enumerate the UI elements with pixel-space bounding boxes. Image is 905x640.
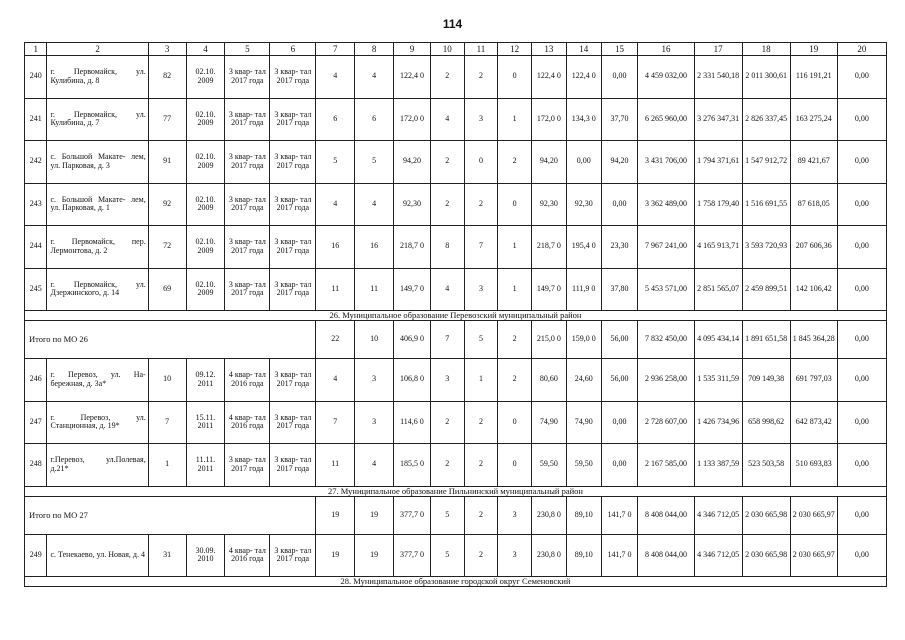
table-cell: 245 (25, 268, 47, 311)
table-cell: 2 030 665,98 (742, 534, 790, 577)
table-cell: 87 618,05 (790, 183, 837, 226)
column-number: 13 (532, 43, 567, 56)
table-cell: 218,7 0 (394, 226, 431, 269)
table-cell: 19 (316, 534, 355, 577)
table-cell: 0,00 (601, 183, 638, 226)
section-title: 27. Муниципальное образование Пильнинский муниципальный район (25, 486, 887, 496)
table-cell: 1 (498, 226, 532, 269)
table-cell: 406,9 0 (394, 321, 431, 359)
table-cell: 59,50 (566, 444, 601, 487)
table-cell: 4 (316, 359, 355, 402)
section-title: 28. Муниципальное образование городской округ Семеновский (25, 577, 887, 587)
table-cell: 4 (430, 268, 464, 311)
table-cell: 0,00 (837, 321, 886, 359)
table-cell: 1 758 179,40 (694, 183, 742, 226)
table-cell: 4 квар- тал 2016 года (225, 534, 270, 577)
table-cell: 149,7 0 (532, 268, 567, 311)
table-cell: 1 891 651,58 (742, 321, 790, 359)
table-cell: 116 191,21 (790, 56, 837, 99)
table-cell: 1 547 912,72 (742, 141, 790, 184)
address-cell: г. Первомайск, ул. Кулибина, д. 8 (47, 56, 148, 99)
table-cell: 0 (464, 141, 498, 184)
table-row (25, 401, 887, 444)
table-cell: 02.10. 2009 (186, 226, 225, 269)
table-cell: 3 431 706,00 (638, 141, 694, 184)
table-cell: 74,90 (532, 401, 567, 444)
table-cell: 19 (316, 496, 355, 534)
table-cell: 2 (464, 183, 498, 226)
section-row (25, 311, 887, 321)
address-cell: г. Первомайск, ул. Дзержинского, д. 14 (47, 268, 148, 311)
total-row (25, 321, 887, 359)
table-cell: 3 (430, 359, 464, 402)
column-number: 2 (47, 43, 148, 56)
table-cell: 5 (430, 496, 464, 534)
table-cell: 2 030 665,98 (742, 496, 790, 534)
table-cell: 4 (355, 183, 394, 226)
table-cell: 3 квар- тал 2017 года (270, 268, 316, 311)
table-cell: 658 998,62 (742, 401, 790, 444)
table-cell: 8 408 044,00 (638, 496, 694, 534)
section-row (25, 486, 887, 496)
table-row (25, 444, 887, 487)
table-cell: 2 851 565,07 (694, 268, 742, 311)
table-cell: 149,7 0 (394, 268, 431, 311)
column-number: 17 (694, 43, 742, 56)
table-row (25, 534, 887, 577)
table-cell: 4 459 032,00 (638, 56, 694, 99)
table-cell: 2 (464, 496, 498, 534)
table-cell: 3 квар- тал 2017 года (225, 444, 270, 487)
table-row (25, 268, 887, 311)
table-cell: 7 (464, 226, 498, 269)
table-cell: 4 165 913,71 (694, 226, 742, 269)
table-cell: 2 728 607,00 (638, 401, 694, 444)
table-cell: 5 (316, 141, 355, 184)
column-number: 6 (270, 43, 316, 56)
table-cell: 4 346 712,05 (694, 534, 742, 577)
table-row (25, 226, 887, 269)
table-cell: 02.10. 2009 (186, 98, 225, 141)
table-cell: 2 (464, 401, 498, 444)
table-cell: 246 (25, 359, 47, 402)
table-cell: 215,0 0 (532, 321, 567, 359)
table-cell: 30.09. 2010 (186, 534, 225, 577)
column-number: 16 (638, 43, 694, 56)
table-cell: 5 (355, 141, 394, 184)
column-number: 10 (430, 43, 464, 56)
table-cell: 0,00 (601, 56, 638, 99)
table-cell: 92 (148, 183, 186, 226)
table-cell: 10 (148, 359, 186, 402)
table-cell: 3 (355, 359, 394, 402)
total-row (25, 496, 887, 534)
table-cell: 248 (25, 444, 47, 487)
table-cell: 89,10 (566, 496, 601, 534)
table-cell: 24,60 (566, 359, 601, 402)
column-number: 3 (148, 43, 186, 56)
table-cell: 0 (498, 444, 532, 487)
address-cell: с. Большой Макате- лем, ул. Парковая, д. 3 (47, 141, 148, 184)
table-cell: 56,00 (601, 359, 638, 402)
table-cell: 2 (430, 56, 464, 99)
table-cell: 240 (25, 56, 47, 99)
table-cell: 3 (355, 401, 394, 444)
address-cell: г. Первомайск, пер. Лермонтова, д. 2 (47, 226, 148, 269)
table-cell: 69 (148, 268, 186, 311)
table-cell: 3 квар- тал 2017 года (270, 183, 316, 226)
table-cell: 122,4 0 (566, 56, 601, 99)
table-cell: 4 (430, 98, 464, 141)
table-cell: 218,7 0 (532, 226, 567, 269)
table-cell: 0,00 (837, 496, 886, 534)
table-cell: 37,70 (601, 98, 638, 141)
table-cell: 1 426 734,96 (694, 401, 742, 444)
table-cell: 0,00 (837, 268, 886, 311)
table-cell: 6 (355, 98, 394, 141)
table-cell: 2 030 665,97 (790, 496, 837, 534)
table-cell: 92,30 (566, 183, 601, 226)
address-cell: г. Первомайск, ул. Кулибина, д. 7 (47, 98, 148, 141)
table-cell: 4 095 434,14 (694, 321, 742, 359)
table-cell: 141,7 0 (601, 534, 638, 577)
table-cell: 0 (498, 56, 532, 99)
table-cell: 207 606,36 (790, 226, 837, 269)
column-number: 9 (394, 43, 431, 56)
column-number: 8 (355, 43, 394, 56)
table-cell: 2 (464, 444, 498, 487)
table-cell: 4 (316, 56, 355, 99)
table-cell: 10 (355, 321, 394, 359)
table-row (25, 183, 887, 226)
table-cell: 377,7 0 (394, 496, 431, 534)
table-cell: 172,0 0 (394, 98, 431, 141)
table-cell: 89,10 (566, 534, 601, 577)
table-cell: 80,60 (532, 359, 567, 402)
table-cell: 3 квар- тал 2017 года (225, 98, 270, 141)
table-cell: 142 106,42 (790, 268, 837, 311)
table-cell: 3 квар- тал 2017 года (225, 141, 270, 184)
table-cell: 159,0 0 (566, 321, 601, 359)
table-cell: 7 967 241,00 (638, 226, 694, 269)
table-cell: 72 (148, 226, 186, 269)
table-cell: 7 (148, 401, 186, 444)
table-cell: 523 503,58 (742, 444, 790, 487)
table-cell: 91 (148, 141, 186, 184)
table-cell: 3 квар- тал 2017 года (225, 56, 270, 99)
table-cell: 3 квар- тал 2017 года (270, 401, 316, 444)
table-cell: 74,90 (566, 401, 601, 444)
column-number-row (25, 43, 887, 56)
table-cell: 242 (25, 141, 47, 184)
table-cell: 16 (355, 226, 394, 269)
housing-register-table (24, 42, 887, 587)
table-cell: 2 (498, 141, 532, 184)
table-cell: 2 (430, 141, 464, 184)
column-number: 1 (25, 43, 47, 56)
table-cell: 89 421,67 (790, 141, 837, 184)
table-cell: 16 (316, 226, 355, 269)
table-cell: 6 (316, 98, 355, 141)
column-number: 4 (186, 43, 225, 56)
table-cell: 19 (355, 534, 394, 577)
address-cell: г. Перевоз, ул. Станционная, д. 19* (47, 401, 148, 444)
table-cell: 82 (148, 56, 186, 99)
table-cell: 1 516 691,55 (742, 183, 790, 226)
table-cell: 11 (316, 268, 355, 311)
table-cell: 0,00 (837, 98, 886, 141)
table-cell: 163 275,24 (790, 98, 837, 141)
table-cell: 15.11. 2011 (186, 401, 225, 444)
table-cell: 8 408 044,00 (638, 534, 694, 577)
table-cell: 6 265 960,00 (638, 98, 694, 141)
column-number: 15 (601, 43, 638, 56)
table-cell: 0,00 (566, 141, 601, 184)
table-cell: 1 794 371,61 (694, 141, 742, 184)
table-cell: 4 346 712,05 (694, 496, 742, 534)
table-cell: 3 квар- тал 2017 года (270, 141, 316, 184)
table-cell: 172,0 0 (532, 98, 567, 141)
address-cell: с. Тенекаево, ул. Новая, д. 4 (47, 534, 148, 577)
table-cell: 22 (316, 321, 355, 359)
column-number: 5 (225, 43, 270, 56)
table-cell: 4 квар- тал 2016 года (225, 401, 270, 444)
table-row (25, 359, 887, 402)
table-cell: 244 (25, 226, 47, 269)
table-cell: 3 квар- тал 2017 года (225, 226, 270, 269)
table-cell: 114,6 0 (394, 401, 431, 444)
table-cell: 2 167 585,00 (638, 444, 694, 487)
table-cell: 4 (355, 444, 394, 487)
table-cell: 59,50 (532, 444, 567, 487)
table-cell: 77 (148, 98, 186, 141)
total-label: Итого по МО 26 (25, 321, 316, 359)
table-cell: 3 квар- тал 2017 года (270, 359, 316, 402)
table-cell: 31 (148, 534, 186, 577)
table-cell: 1 845 364,28 (790, 321, 837, 359)
address-cell: г. Перевоз, ул. На- бережная, д. 3а* (47, 359, 148, 402)
table-cell: 134,3 0 (566, 98, 601, 141)
table-cell: 709 149,38 (742, 359, 790, 402)
table-cell: 247 (25, 401, 47, 444)
table-row (25, 141, 887, 184)
table-cell: 0,00 (837, 141, 886, 184)
table-cell: 2 (498, 321, 532, 359)
table-cell: 4 (355, 56, 394, 99)
table-cell: 2 459 899,51 (742, 268, 790, 311)
table-cell: 94,20 (394, 141, 431, 184)
table-cell: 02.10. 2009 (186, 183, 225, 226)
table-cell: 0,00 (601, 401, 638, 444)
table-cell: 4 квар- тал 2016 года (225, 359, 270, 402)
table-cell: 5 453 571,00 (638, 268, 694, 311)
table-cell: 2 936 258,00 (638, 359, 694, 402)
table-cell: 02.10. 2009 (186, 268, 225, 311)
table-cell: 111,9 0 (566, 268, 601, 311)
table-cell: 1 (498, 268, 532, 311)
table-cell: 3 362 489,00 (638, 183, 694, 226)
table-cell: 3 593 720,93 (742, 226, 790, 269)
column-number: 19 (790, 43, 837, 56)
table-cell: 0,00 (837, 444, 886, 487)
table-cell: 0,00 (601, 444, 638, 487)
table-cell: 2 (430, 444, 464, 487)
table-cell: 141,7 0 (601, 496, 638, 534)
page-number: 114 (442, 17, 463, 31)
table-cell: 0,00 (837, 183, 886, 226)
table-cell: 0,00 (837, 359, 886, 402)
table-cell: 5 (430, 534, 464, 577)
table-cell: 3 (464, 268, 498, 311)
column-number: 12 (498, 43, 532, 56)
table-cell: 3 квар- тал 2017 года (270, 56, 316, 99)
column-number: 14 (566, 43, 601, 56)
table-cell: 249 (25, 534, 47, 577)
table-cell: 2 826 337,45 (742, 98, 790, 141)
total-label: Итого по МО 27 (25, 496, 316, 534)
table-cell: 02.10. 2009 (186, 56, 225, 99)
table-cell: 185,5 0 (394, 444, 431, 487)
table-cell: 642 873,42 (790, 401, 837, 444)
address-cell: г.Перевоз, ул.Полевая, д.21* (47, 444, 148, 487)
table-cell: 3 квар- тал 2017 года (270, 98, 316, 141)
table-cell: 19 (355, 496, 394, 534)
column-number: 11 (464, 43, 498, 56)
table-cell: 3 квар- тал 2017 года (270, 534, 316, 577)
table-cell: 92,30 (532, 183, 567, 226)
section-row (25, 577, 887, 587)
table-cell: 122,4 0 (394, 56, 431, 99)
table-cell: 11.11. 2011 (186, 444, 225, 487)
table-cell: 7 832 450,00 (638, 321, 694, 359)
table-cell: 11 (316, 444, 355, 487)
table-cell: 2 331 540,18 (694, 56, 742, 99)
table-row (25, 98, 887, 141)
table-cell: 8 (430, 226, 464, 269)
table-cell: 23,30 (601, 226, 638, 269)
table-cell: 2 (498, 359, 532, 402)
table-cell: 510 693,83 (790, 444, 837, 487)
table-cell: 3 276 347,31 (694, 98, 742, 141)
table-cell: 106,8 0 (394, 359, 431, 402)
table-cell: 2 (430, 401, 464, 444)
section-title: 26. Муниципальное образование Перевозский муниципальный район (25, 311, 887, 321)
table-cell: 230,8 0 (532, 534, 567, 577)
table-cell: 3 квар- тал 2017 года (270, 444, 316, 487)
column-number: 7 (316, 43, 355, 56)
table-cell: 0,00 (837, 534, 886, 577)
table-cell: 94,20 (601, 141, 638, 184)
table-cell: 02.10. 2009 (186, 141, 225, 184)
table-cell: 3 квар- тал 2017 года (270, 226, 316, 269)
table-cell: 241 (25, 98, 47, 141)
table-cell: 243 (25, 183, 47, 226)
table-cell: 691 797,03 (790, 359, 837, 402)
table-cell: 7 (430, 321, 464, 359)
table-cell: 3 квар- тал 2017 года (225, 183, 270, 226)
table-cell: 1 133 387,59 (694, 444, 742, 487)
table-cell: 4 (316, 183, 355, 226)
table-cell: 3 квар- тал 2017 года (225, 268, 270, 311)
table-cell: 230,8 0 (532, 496, 567, 534)
column-number: 18 (742, 43, 790, 56)
table-cell: 0,00 (837, 401, 886, 444)
table-cell: 2 (464, 534, 498, 577)
table-cell: 2 030 665,97 (790, 534, 837, 577)
table-cell: 11 (355, 268, 394, 311)
table-cell: 56,00 (601, 321, 638, 359)
table-cell: 0,00 (837, 56, 886, 99)
table-cell: 0,00 (837, 226, 886, 269)
table-cell: 1 (498, 98, 532, 141)
table-cell: 94,20 (532, 141, 567, 184)
table-cell: 2 011 300,61 (742, 56, 790, 99)
table-cell: 3 (498, 534, 532, 577)
table-cell: 1 535 311,59 (694, 359, 742, 402)
table-cell: 5 (464, 321, 498, 359)
table-cell: 09.12. 2011 (186, 359, 225, 402)
column-number: 20 (837, 43, 886, 56)
table-cell: 122,4 0 (532, 56, 567, 99)
table-cell: 37,80 (601, 268, 638, 311)
address-cell: с. Большой Макате- лем, ул. Парковая, д. 1 (47, 183, 148, 226)
table-cell: 2 (464, 56, 498, 99)
table-cell: 195,4 0 (566, 226, 601, 269)
table-cell: 3 (498, 496, 532, 534)
table-cell: 377,7 0 (394, 534, 431, 577)
table-row (25, 56, 887, 99)
table-cell: 2 (430, 183, 464, 226)
table-cell: 0 (498, 183, 532, 226)
table-cell: 7 (316, 401, 355, 444)
table-cell: 0 (498, 401, 532, 444)
table-cell: 1 (464, 359, 498, 402)
table-cell: 1 (148, 444, 186, 487)
table-cell: 3 (464, 98, 498, 141)
table-cell: 92,30 (394, 183, 431, 226)
